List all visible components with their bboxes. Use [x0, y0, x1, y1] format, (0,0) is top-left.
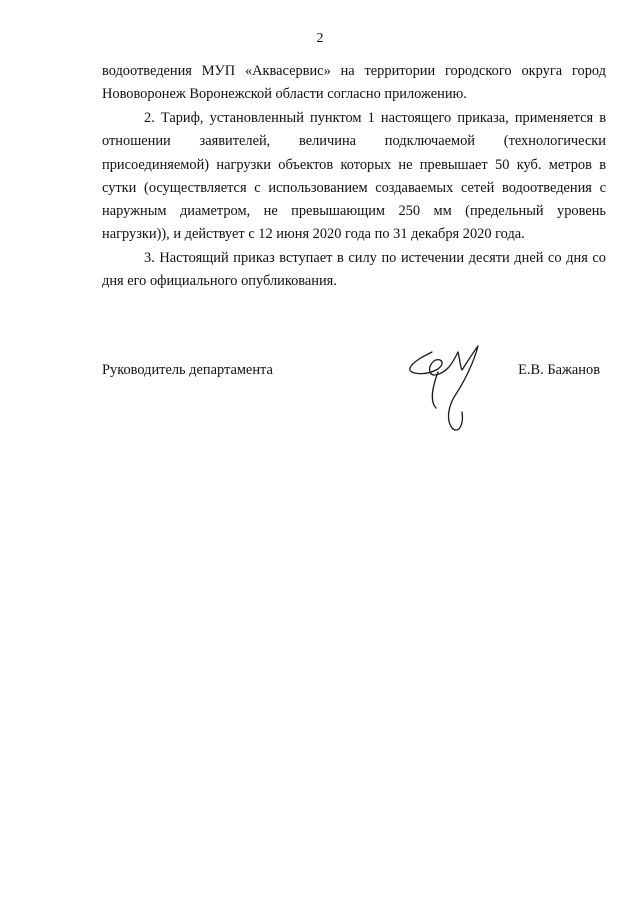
paragraph-entry-into-force: 3. Настоящий приказ вступает в силу по истечении десяти дней со дня со дня его официального опубликования.: [102, 250, 606, 290]
paragraph-tariff-application: 2. Тариф, установленный пунктом 1 настоящего приказа, применяется в отношении заявителей, величина подключаемой (технологически присоединяемой) нагрузки объектов которых не превышает 50 куб. метров в сутки (осуществляется с использованием создаваемых сетей водоотведения с наружным диаметром, не превышающим 250 мм (предельный уровень нагрузки)), и действует с 12 июня 2020 года по 31 декабря 2020 года.: [102, 109, 606, 243]
signatory-name: Е.В. Бажанов: [518, 362, 600, 378]
paragraph-continuation: водоотведения МУП «Аквасервис» на территории городского округа город Нововоронеж Воронежской области согласно приложению.: [102, 63, 606, 103]
document-body: [102, 60, 606, 294]
signatory-role: Руководитель департамента: [102, 362, 273, 378]
page-number: 2: [316, 31, 324, 46]
handwritten-signature: [402, 342, 512, 452]
signature-block: [102, 360, 606, 460]
